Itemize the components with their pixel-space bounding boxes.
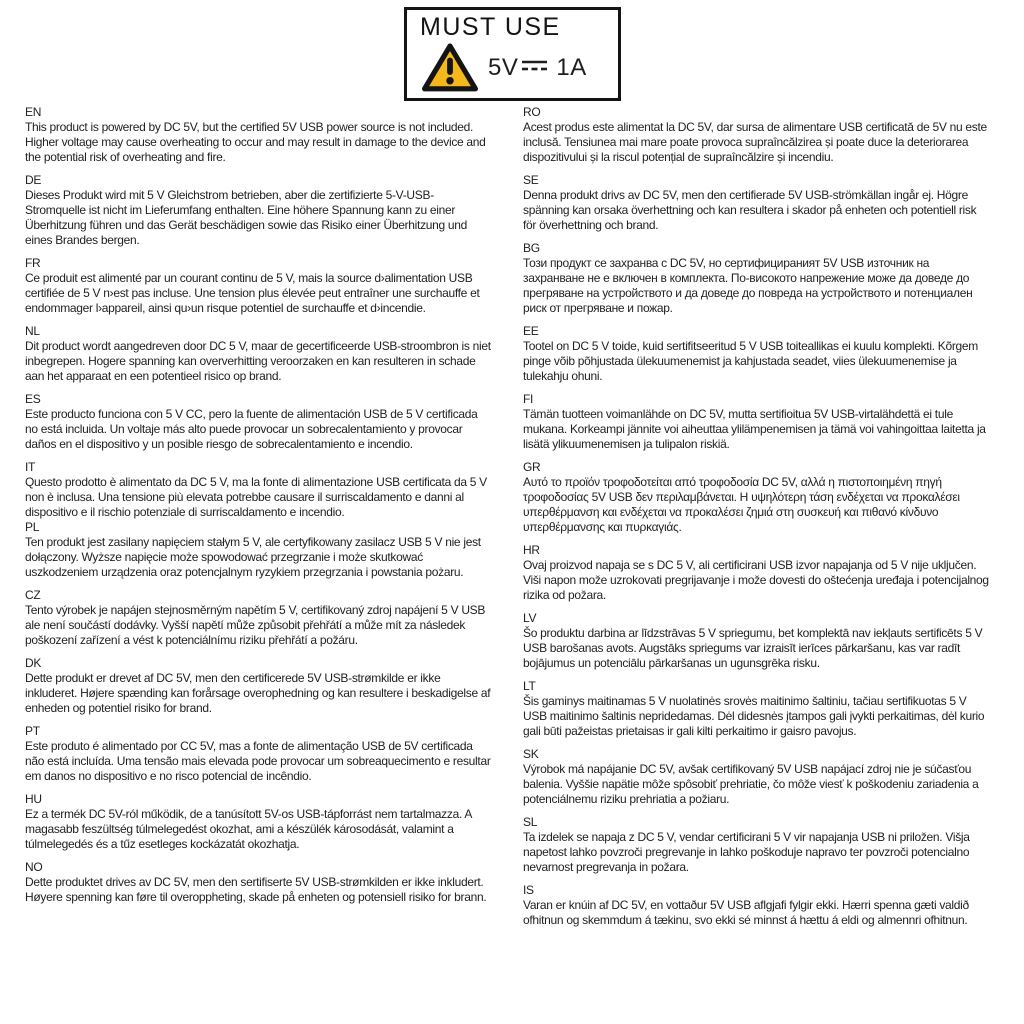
- lang-section-ES: [25, 392, 493, 452]
- lang-code: EE: [523, 324, 539, 338]
- lang-section-HU: [25, 792, 493, 852]
- lang-code: BG: [523, 241, 540, 255]
- lang-text: Varan er knúin af DC 5V, en vottaður 5V USB aflgjafi fylgir ekki. Hærri spenna gæti valdið ofhitnun og skemmdum á tækinu, svo ekki sé minnst á hættu á eldi og almennri ofhitnun.: [523, 898, 969, 927]
- lang-text: Šo produktu darbina ar līdzstrāvas 5 V spriegumu, bet komplektā nav iekļauts sertificēts 5 V USB barošanas avots. Augstāks spriegums var izraisīt ierīces pārkaršanu, kas var radīt bojājumus un potenciālu pārkaršanas un ugunsgrēka risku.: [523, 626, 983, 670]
- lang-section-SE: [523, 173, 991, 233]
- lang-code: FR: [25, 256, 41, 270]
- must-use-label-box: [404, 7, 621, 101]
- lang-section-IS: [523, 883, 991, 928]
- power-spec-row: [421, 42, 618, 94]
- lang-text: Acest produs este alimentat la DC 5V, dar sursa de alimentare USB certificată de 5V nu este inclusă. Tensiunea mai mare poate provoca supraîncălzirea și poate duce la deteriorarea dispozitivului și la riscul potențial de supraîncălzire și incendiu.: [523, 120, 987, 164]
- lang-text: Ez a termék DC 5V-ról működik, de a tanúsított 5V-os USB-tápforrást nem tartalmazza. A magasabb feszültség túlmelegedést okozhat, ami a készülék károsodását, valamint a túlmelegedés és a tűz esetleges kockázatát okozhatja.: [25, 807, 472, 851]
- lang-text: Výrobok má napájanie DC 5V, avšak certifikovaný 5V USB napájací zdroj nie je súčasťou balenia. Vyššie napätie môže spôsobiť prehriatie, čo môže viesť k poškodeniu zariadenia a potenciálnemu riziku prehriatia a požiaru.: [523, 762, 979, 806]
- lang-section-IT: [25, 460, 493, 520]
- lang-text: Dieses Produkt wird mit 5 V Gleichstrom betrieben, aber die zertifizierte 5-V-USB-Stromquelle ist nicht im Lieferumfang enthalten. Eine höhere Spannung kann zu einer Überhitzung führen und das Gerät beschädigen sowie das Risiko einer Überhitzung und eines Brandes bergen.: [25, 188, 468, 247]
- lang-section-BG: [523, 241, 991, 316]
- lang-text: Šis gaminys maitinamas 5 V nuolatinės srovės maitinimo šaltiniu, tačiau sertifikuotas 5 V USB maitinimo šaltinis nepridedamas. Dėl didesnės įtampos gali įvykti perkaitimas, dėl kurio gali būti pažeistas prietaisas ir gali kilti perkaitimo ir gaisro pavojus.: [523, 694, 985, 738]
- lang-text: Este produto é alimentado por CC 5V, mas a fonte de alimentação USB de 5V certificada não está incluída. Uma tensão mais elevada pode provocar um sobreaquecimento e resultar em danos no dispositivo e no risco potencial de incêndio.: [25, 739, 491, 783]
- lang-section-SL: [523, 815, 991, 875]
- lang-section-GR: [523, 460, 991, 535]
- lang-text: Tento výrobek je napájen stejnosměrným napětím 5 V, certifikovaný zdroj napájení 5 V USB ale není součástí dodávky. Vyšší napětí může způsobit přehřátí a může mít za následek poškození zařízení a vést k potenciálnímu riziku přehřátí a požáru.: [25, 603, 486, 647]
- lang-section-LT: [523, 679, 991, 739]
- lang-section-EN: [25, 105, 493, 165]
- lang-text: Tämän tuotteen voimanlähde on DC 5V, mutta sertifioitua 5V USB-virtalähdettä ei tule mukana. Korkeampi jännite voi aiheuttaa ylilämpenemisen ja tämä voi vahingoittaa laitetta ja lisätä ylikuumenemisen ja tulipalon riskiä.: [523, 407, 986, 451]
- lang-code: HR: [523, 543, 540, 557]
- lang-code: SL: [523, 815, 538, 829]
- lang-section-NL: [25, 324, 493, 384]
- lang-text: Este producto funciona con 5 V CC, pero la fuente de alimentación USB de 5 V certificada no está incluida. Un voltaje más alto puede provocar un sobrecalentamiento y provocar daños en el dispositivo y un posible riesgo de sobrecalentamiento e incendio.: [25, 407, 478, 451]
- lang-code: IS: [523, 883, 534, 897]
- lang-code: SE: [523, 173, 539, 187]
- lang-code: IT: [25, 460, 36, 474]
- lang-text: Ce produit est alimenté par un courant continu de 5 V, mais la source d›alimentation USB certifiée de 5 V n›est pas incluse. Une tension plus élevée peut entraîner une surchauffe et endommager l›appareil, ainsi qu›un risque potentiel de surchauffe et d›incendie.: [25, 271, 480, 315]
- lang-text: Ten produkt jest zasilany napięciem stałym 5 V, ale certyfikowany zasilacz USB 5 V nie jest dołączony. Wyższe napięcie może spowodować przegrzanie i może skutkować uszkodzeniem urządzenia oraz potencjalnym ryzykiem przegrzania i powstania pożaru.: [25, 535, 481, 579]
- lang-text: Tootel on DC 5 V toide, kuid sertifitseeritud 5 V USB toiteallikas ei kuulu komplekti. Kõrgem pinge võib põhjustada ülekuumenemist ja kahjustada seadet, viies ülekuumenemise ja tulekahju ohuni.: [523, 339, 978, 383]
- lang-section-PT: [25, 724, 493, 784]
- lang-section-FI: [523, 392, 991, 452]
- lang-section-CZ: [25, 588, 493, 648]
- lang-text: This product is powered by DC 5V, but the certified 5V USB power source is not included. Higher voltage may cause overheating to occur and may result in damage to the device and the potential risk of overheating and fire.: [25, 120, 486, 164]
- lang-section-PL: [25, 520, 493, 580]
- voltage-value: 5V: [488, 54, 519, 81]
- lang-section-LV: [523, 611, 991, 671]
- lang-code: RO: [523, 105, 541, 119]
- warning-triangle-icon: [421, 42, 479, 94]
- lang-text: Dit product wordt aangedreven door DC 5 V, maar de gecertificeerde USB-stroombron is niet inbegrepen. Hogere spanning kan oververhitting veroorzaken en kan resulteren in schade aan het apparaat en een potentieel risico op brand.: [25, 339, 491, 383]
- lang-text: Ta izdelek se napaja z DC 5 V, vendar certificirani 5 V vir napajanja USB ni priložen. Višja napetost lahko povzroči pregrevanje in lahko poškoduje napravo ter povzroči potencialno nevarnost pregrevanja in požara.: [523, 830, 970, 874]
- lang-text: Αυτό το προϊόν τροφοδοτείται από τροφοδοσία DC 5V, αλλά η πιστοποιημένη πηγή τροφοδοσίας 5V USB δεν περιλαμβάνεται. Η υψηλότερη τάση ενδέχεται να προκαλέσει υπερθέρμανση και ενδέχεται να προκαλέσει ζημιά στη συσκευή και πιθανό κίνδυνο υπερθέρμανσης και πυρκαγιάς.: [523, 475, 960, 534]
- lang-code: ES: [25, 392, 41, 406]
- lang-code: PT: [25, 724, 40, 738]
- lang-section-DE: [25, 173, 493, 248]
- lang-code: EN: [25, 105, 42, 119]
- lang-section-SK: [523, 747, 991, 807]
- current-value: 1A: [556, 54, 587, 81]
- lang-code: LT: [523, 679, 536, 693]
- lang-section-EE: [523, 324, 991, 384]
- lang-code: DE: [25, 173, 42, 187]
- lang-code: GR: [523, 460, 541, 474]
- lang-code: SK: [523, 747, 539, 761]
- lang-text: Dette produkt er drevet af DC 5V, men den certificerede 5V USB-strømkilde er ikke inkluderet. Højere spænding kan forårsage overophedning og kan resultere i beskadigelse af enheden og potentiel risiko for brand.: [25, 671, 491, 715]
- lang-section-FR: [25, 256, 493, 316]
- lang-text: Този продукт се захранва с DC 5V, но сертифицираният 5V USB източник на захранване не е включен в комплекта. По-високото напрежение може да доведе до прегряване на устройството и да доведе до повреда на устройството и потенциален риск от прегряване и пожар.: [523, 256, 973, 315]
- right-text-column: [523, 105, 991, 936]
- lang-code: CZ: [25, 588, 41, 602]
- lang-section-RO: [523, 105, 991, 165]
- lang-code: LV: [523, 611, 537, 625]
- left-text-column: [25, 105, 493, 913]
- lang-text: Ovaj proizvod napaja se s DC 5 V, ali certificirani USB izvor napajanja od 5 V nije uključen. Viši napon može uzrokovati pregrijavanje i može dovesti do oštećenja uređaja i potencijalnog rizika od požara.: [523, 558, 989, 602]
- lang-text: Dette produktet drives av DC 5V, men den sertifiserte 5V USB-strømkilden er ikke inkludert. Høyere spenning kan føre til overoppheting, skade på enheten og potensiell risiko for brann.: [25, 875, 487, 904]
- lang-text: Denna produkt drivs av DC 5V, men den certifierade 5V USB-strömkällan ingår ej. Högre spänning kan orsaka överhettning och kan resultera i skador på enheten och potentiell risk för överhettning och brand.: [523, 188, 977, 232]
- lang-section-NO: [25, 860, 493, 905]
- lang-code: NL: [25, 324, 40, 338]
- dc-voltage-icon: [521, 57, 548, 73]
- lang-code: DK: [25, 656, 42, 670]
- lang-code: FI: [523, 392, 534, 406]
- lang-code: PL: [25, 520, 40, 534]
- lang-text: Questo prodotto è alimentato da DC 5 V, ma la fonte di alimentazione USB certificata da 5 V non è inclusa. Una tensione più elevata potrebbe causare il surriscaldamento e danni al dispositivo e il rischio potenziale di surriscaldamento e incendio.: [25, 475, 487, 519]
- lang-code: HU: [25, 792, 42, 806]
- lang-code: NO: [25, 860, 43, 874]
- lang-section-DK: [25, 656, 493, 716]
- header-title: MUST USE: [420, 13, 561, 41]
- lang-section-HR: [523, 543, 991, 603]
